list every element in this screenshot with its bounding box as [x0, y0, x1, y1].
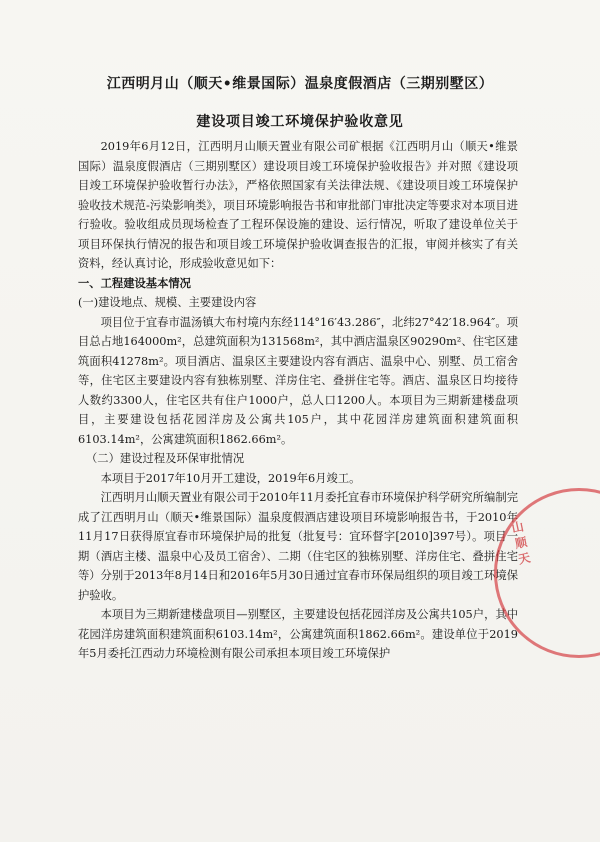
approval-paragraph: 江西明月山顺天置业有限公司于2010年11月委托宜春市环境保护科学研究所编制完成了江西明月山（顺天•维景国际）温泉度假酒店建设项目环境影响报告书，于2010年11月17日获得原宜春市环境保护局的批复（批复号：宜环督字[2010]397号）。项目一期（酒店主楼、温泉中心及员工宿舍）、二期（住宅区的独栋别墅、洋房住宅、叠拼住宅等）分别于2013年8月14日和2016年5月30日通过宜春市环保局组织的项目竣工环境保护验收。	[78, 491, 518, 602]
section-heading-1: 一、工程建设基本情况	[78, 275, 191, 290]
document-subtitle: 建设项目竣工环境保护验收意见	[196, 114, 404, 130]
document-title: 江西明月山（顺天•维景国际）温泉度假酒店（三期别墅区）	[106, 76, 494, 92]
subsection-heading-1: (一)建设地点、规模、主要建设内容	[78, 296, 257, 309]
seal-text: 山顺天	[510, 519, 532, 567]
title-block	[0, 74, 600, 132]
schedule-paragraph: 本项目于2017年10月开工建设，2019年6月竣工。	[100, 471, 361, 485]
phase3-paragraph: 本项目为三期新建楼盘项目—别墅区，主要建设包括花园洋房及公寓共105户，其中花园洋房建筑面积建筑面积6103.14m²，公寓建筑面积1862.66m²。建设单位于2019年5月委托江西动力环境检测有限公司承担本项目竣工环境保护	[78, 608, 518, 660]
document-body	[78, 137, 518, 664]
intro-paragraph: 2019年6月12日，江西明月山顺天置业有限公司矿根据《江西明月山（顺天•维景国际）温泉度假酒店（三期别墅区）建设项目竣工环境保护验收报告》并对照《建设项目竣工环境保护验收暂行办法》，严格依照国家有关法律法规、《建设项目竣工环境保护验收技术规范-污染影响类》，项目环境影响报告书和审批部门审批决定等要求对本项目进行验收。验收组成员现场检查了工程环保设施的建设、运行情况，听取了建设单位关于项目环保执行情况的报告和项目竣工环境保护验收调查报告的汇报，审阅并核实了有关资料，经认真讨论，形成验收意见如下：	[78, 140, 518, 270]
location-paragraph: 项目位于宜春市温汤镇大布村境内东经114°16′43.286″，北纬27°42′18.964″。项目总占地164000m²，总建筑面积为131568m²，其中酒店温泉区90290m²、住宅区建筑面积41278m²。项目酒店、温泉区主要建设内容有酒店、温泉中心、别墅、员工宿舍等，住宅区主要建设内容有独栋别墅、洋房住宅、叠拼住宅等。酒店、温泉区日均接待人数约3300人，住宅区共有住户1000户，总人口1200人。本项目为三期新建楼盘项目，主要建设包括花园洋房及公寓共105户，其中花园洋房建筑面积建筑面积6103.14m²，公寓建筑面积1862.66m²。	[78, 315, 518, 446]
subsection-heading-2: （二）建设过程及环保审批情况	[86, 452, 245, 465]
